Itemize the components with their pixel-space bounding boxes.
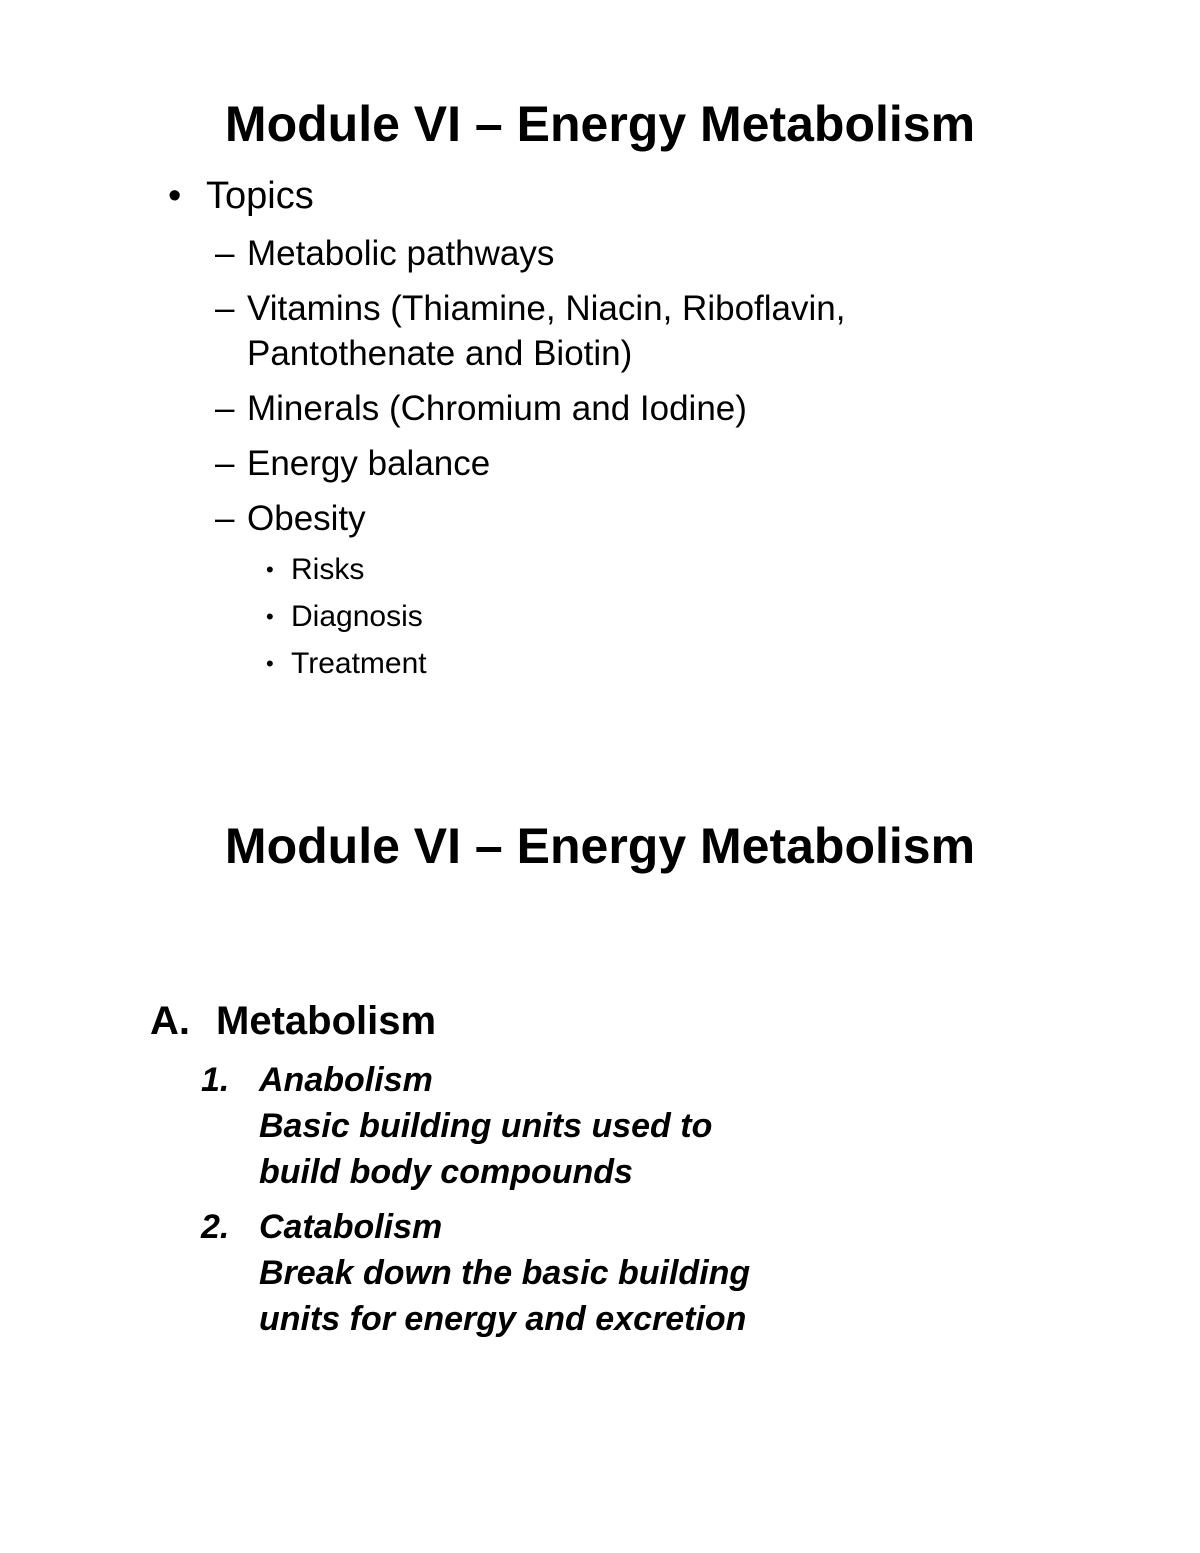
obesity-item-risks: Risks xyxy=(291,553,365,586)
obesity-item-treatment: Treatment xyxy=(291,647,427,680)
item-number: 2. xyxy=(201,1208,230,1246)
obesity-item-diagnosis: Diagnosis xyxy=(291,600,423,633)
subtopic-metabolic-pathways: Metabolic pathways xyxy=(247,234,555,273)
subtopic-vitamins-line-2: Pantothenate and Biotin) xyxy=(247,334,633,373)
item-title-anabolism: Anabolism xyxy=(259,1061,433,1099)
subtopic-obesity: Obesity xyxy=(247,499,366,538)
subtopic-vitamins-line-1: Vitamins (Thiamine, Niacin, Riboflavin, xyxy=(247,289,846,328)
item-description-line: units for energy and excretion xyxy=(259,1300,747,1338)
item-title-catabolism: Catabolism xyxy=(259,1208,443,1246)
section-heading: Metabolism xyxy=(216,999,437,1043)
item-description-line: build body compounds xyxy=(259,1153,633,1191)
slide-1-title: Module VI – Energy Metabolism xyxy=(224,96,976,152)
section-marker: A. xyxy=(150,999,190,1043)
obesity-item-bullet: • xyxy=(266,651,274,676)
subtopic-dash: – xyxy=(215,499,235,538)
subtopic-dash: – xyxy=(215,234,235,273)
subtopic-dash: – xyxy=(215,389,235,428)
subtopic-dash: – xyxy=(215,289,235,328)
slide-2-title: Module VI – Energy Metabolism xyxy=(224,818,976,874)
subtopic-minerals: Minerals (Chromium and Iodine) xyxy=(247,389,747,428)
item-description-line: Break down the basic building xyxy=(259,1254,751,1292)
topics-bullet: • xyxy=(168,175,182,217)
subtopic-dash: – xyxy=(215,444,235,483)
topics-label: Topics xyxy=(206,175,314,217)
obesity-item-bullet: • xyxy=(266,604,274,629)
obesity-item-bullet: • xyxy=(266,557,274,582)
item-description-line: Basic building units used to xyxy=(259,1107,713,1145)
item-number: 1. xyxy=(201,1061,230,1099)
subtopic-energy-balance: Energy balance xyxy=(247,444,491,483)
